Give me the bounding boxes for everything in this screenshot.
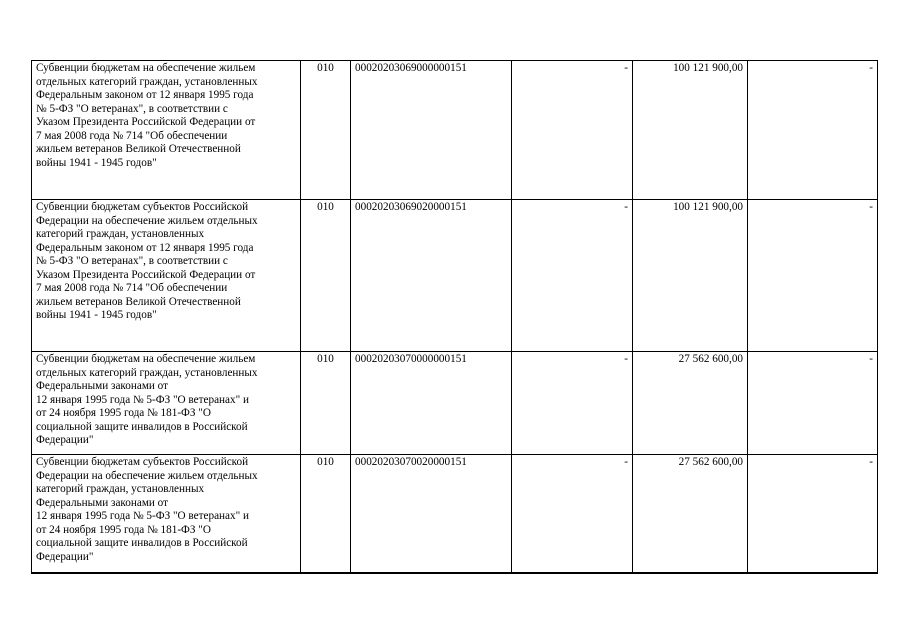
row-value-cell-2: 100 121 900,00 xyxy=(633,200,748,352)
row-value-cell-1: - xyxy=(512,455,633,573)
table-row xyxy=(32,61,878,200)
table-row xyxy=(32,200,878,352)
row-budget-code-cell: 00020203069000000151 xyxy=(351,61,512,200)
row-value-cell-1: - xyxy=(512,61,633,200)
row-value-cell-2: 100 121 900,00 xyxy=(633,61,748,200)
row-value-cell-3: - xyxy=(748,455,878,573)
row-name-text: Субвенции бюджетам на обеспечение жильем отдельных категорий граждан, установленных Федеральным законом от 12 января 1995 года № 5-ФЗ "О ветеранах", в соответствии с Указом Президента Российской Федерации от 7 мая 2008 года № 714 "Об обеспечении жильем ветеранов Великой Отечественной войны 1941 - 1945 годов" xyxy=(36,62,258,169)
row-name-text: Субвенции бюджетам субъектов Российской Федерации на обеспечение жильем отдельных категорий граждан, установленных Федеральным законом от 12 января 1995 года № 5-ФЗ "О ветеранах", в соответствии с Указом Президента Российской Федерации от 7 мая 2008 года № 714 "Об обеспечении жильем ветеранов Великой Отечественной войны 1941 - 1945 годов" xyxy=(36,201,258,321)
table-row xyxy=(32,455,878,573)
row-value-cell-3: - xyxy=(748,61,878,200)
row-budget-code-cell: 00020203069020000151 xyxy=(351,200,512,352)
budget-table xyxy=(31,60,878,574)
row-value-cell-1: - xyxy=(512,200,633,352)
row-admin-code-cell: 010 xyxy=(301,200,351,352)
row-name-cell xyxy=(32,200,301,352)
row-admin-code-cell: 010 xyxy=(301,352,351,455)
row-admin-code-cell: 010 xyxy=(301,61,351,200)
table-row xyxy=(32,352,878,455)
row-budget-code-cell: 00020203070000000151 xyxy=(351,352,512,455)
row-name-cell xyxy=(32,61,301,200)
row-value-cell-3: - xyxy=(748,200,878,352)
row-name-text: Субвенции бюджетам субъектов Российской Федерации на обеспечение жильем отдельных категорий граждан, установленных Федеральными законами от 12 января 1995 года № 5-ФЗ "О ветеранах" и от 24 ноября 1995 года № 181-ФЗ "О социальной защите инвалидов в Российской Федерации" xyxy=(36,456,258,563)
row-name-cell xyxy=(32,352,301,455)
row-budget-code-cell: 00020203070020000151 xyxy=(351,455,512,573)
row-value-cell-2: 27 562 600,00 xyxy=(633,455,748,573)
row-name-cell xyxy=(32,455,301,573)
row-name-text: Субвенции бюджетам на обеспечение жильем отдельных категорий граждан, установленных Федеральными законами от 12 января 1995 года № 5-ФЗ "О ветеранах" и от 24 ноября 1995 года № 181-ФЗ "О социальной защите инвалидов в Российской Федерации" xyxy=(36,353,258,446)
row-value-cell-1: - xyxy=(512,352,633,455)
row-value-cell-3: - xyxy=(748,352,878,455)
row-value-cell-2: 27 562 600,00 xyxy=(633,352,748,455)
row-admin-code-cell: 010 xyxy=(301,455,351,573)
